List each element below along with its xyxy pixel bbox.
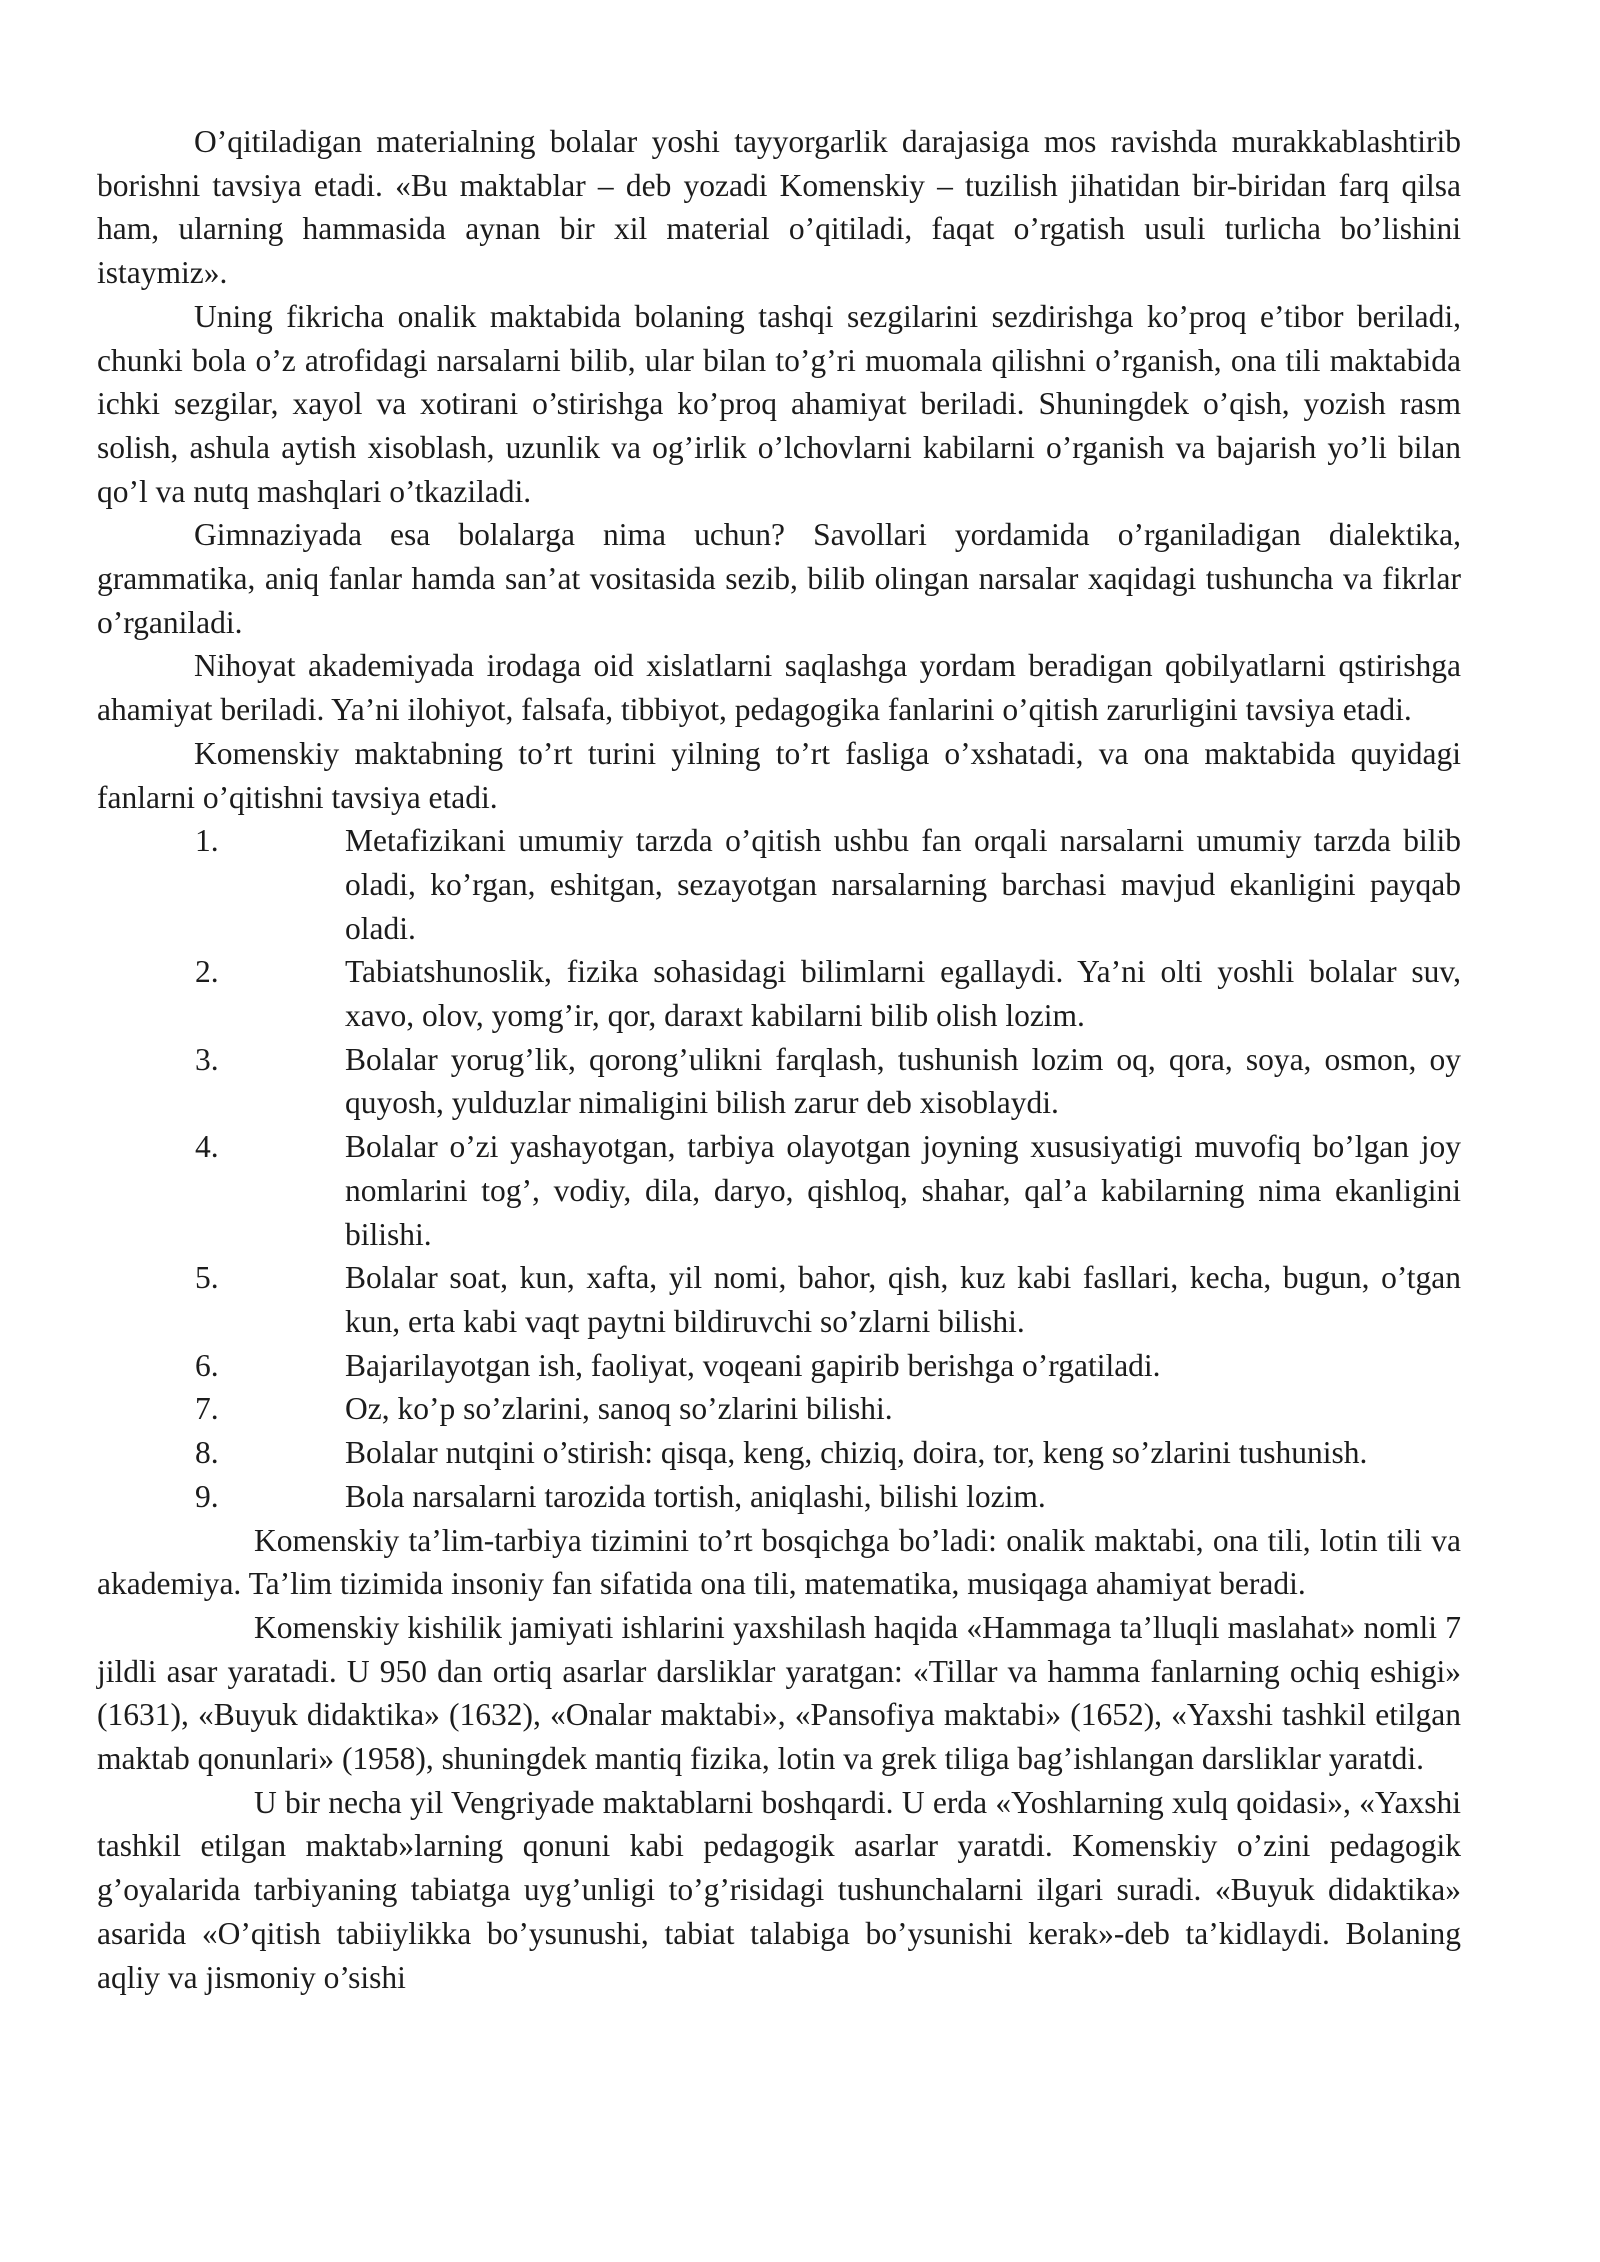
list-item [97, 1256, 1461, 1343]
list-item-number: 3. [195, 1041, 219, 1077]
list-item-text: Tabiatshunoslik, fizika sohasidagi bilimlarni egallaydi. Ya’ni olti yoshli bolalar suv, xavo, olov, yomg’ir, qor, daraxt kabilarni bilib olish lozim. [345, 954, 1461, 1034]
list-item [97, 1344, 1461, 1388]
list-item-number: 5. [195, 1260, 219, 1296]
paragraph: U bir necha yil Vengriyade maktablarni boshqardi. U erda «Yoshlarning xulq qoidasi», «Yaxshi tashkil etilgan maktab»larning qonuni kabi pedagogik asarlar yaratdi. Komenskiy o’zini pedagogik g’oyalarida tarbiyaning tabiatga uyg’unligi to’g’risidagi tushunchalarni ilgari suradi. «Buyuk didaktika» asarida «O’qitish tabiiylikka bo’ysunushi, tabiat talabiga bo’ysunishi kerak»-deb ta’kidlaydi. Bolaning aqliy va jismoniy o’sishi [97, 1784, 1461, 1995]
list-item-number: 1. [195, 823, 219, 859]
paragraph: Gimnaziyada esa bolalarga nima uchun? Savollari yordamida o’rganiladigan dialektika, grammatika, aniq fanlar hamda san’at vositasida sezib, bilib olingan narsalar xaqidagi tushuncha va fikrlar o’rganiladi. [97, 517, 1461, 640]
list-item [97, 1038, 1461, 1125]
paragraph: Nihoyat akademiyada irodaga oid xislatlarni saqlashga yordam beradigan qobilyatlarni qstirishga ahamiyat beriladi. Ya’ni ilohiyot, falsafa, tibbiyot, pedagogika fanlarini o’qitish zarurligini tavsiya etadi. [97, 648, 1461, 728]
paragraph: Komenskiy ta’lim-tarbiya tizimini to’rt bosqichga bo’ladi: onalik maktabi, ona tili, lotin tili va akademiya. Ta’lim tizimida insoniy fan sifatida ona tili, matematika, musiqaga ahamiyat beradi. [97, 1522, 1461, 1602]
list-item-number: 4. [195, 1129, 219, 1165]
list-item-text: Bolalar soat, kun, xafta, yil nomi, bahor, qish, kuz kabi fasllari, kecha, bugun, o’tgan kun, erta kabi vaqt paytni bildiruvchi so’zlarni bilishi. [345, 1260, 1461, 1339]
list-item-number: 6. [195, 1347, 219, 1383]
list-item [97, 1387, 1461, 1431]
list-item [97, 1431, 1461, 1475]
paragraph: Komenskiy kishilik jamiyati ishlarini yaxshilash haqida «Hammaga ta’lluqli maslahat» nomli 7 jildli asar yaratadi. U 950 dan ortiq asarlar darsliklar yaratgan: «Tillar va hamma fanlarning ochiq eshigi» (1631), «Buyuk didaktika» (1632), «Onalar maktabi», «Pansofiya maktabi» (1652), «Yaxshi tashkil etilgan maktab qonunlari» (1958), shuningdek mantiq fizika, lotin va grek tiliga bag’ishlangan darsliklar yaratdi. [97, 1609, 1461, 1777]
paragraph: Uning fikricha onalik maktabida bolaning tashqi sezgilarini sezdirishga ko’proq e’tibor beriladi, chunki bola o’z atrofidagi narsalarni bilib, ular bilan to’g’ri muomala qilishni o’rganish, ona tili maktabida ichki sezgilar, xayol va xotirani o’stirishga ko’proq ahamiyat beriladi. Shuningdek o’qish, yozish rasm solish, ashula aytish xisoblash, uzunlik va og’irlik o’lchovlarni kabilarni o’rganish va bajarish yo’li bilan qo’l va nutq mashqlari o’tkaziladi. [97, 298, 1461, 509]
list-item-text: Bolalar yorug’lik, qorong’ulikni farqlash, tushunish lozim oq, qora, soya, osmon, oy quyosh, yulduzlar nimaligini bilish zarur deb xisoblaydi. [345, 1041, 1461, 1121]
list-item-number: 8. [195, 1435, 219, 1471]
list-item-text: Oz, ko’p so’zlarini, sanoq so’zlarini bilishi. [345, 1391, 893, 1427]
list-item [97, 1475, 1461, 1519]
list-item-text: Metafizikani umumiy tarzda o’qitish ushbu fan orqali narsalarni umumiy tarzda bilib oladi, ko’rgan, eshitgan, sezayotgan narsalarning barchasi mavjud ekanligini payqab oladi. [345, 823, 1461, 946]
list-item-text: Bolalar nutqini o’stirish: qisqa, keng, chiziq, doira, tor, keng so’zlarini tushunish. [345, 1435, 1368, 1471]
list-item-text: Bajarilayotgan ish, faoliyat, voqeani gapirib berishga o’rgatiladi. [345, 1347, 1161, 1383]
list-item [97, 819, 1461, 950]
list-item [97, 950, 1461, 1037]
list-item-number: 9. [195, 1478, 219, 1514]
paragraph: O’qitiladigan materialning bolalar yoshi tayyorgarlik darajasiga mos ravishda murakkablashtirib borishni tavsiya etadi. «Bu maktablar – deb yozadi Komenskiy – tuzilish jihatidan bir-biridan farq qilsa ham, ularning hammasida aynan bir xil material o’qitiladi, faqat o’rgatish usuli turlicha bo’lishini istaymiz». [97, 124, 1461, 291]
list-item-number: 7. [195, 1391, 219, 1427]
paragraph: Komenskiy maktabning to’rt turini yilning to’rt fasliga o’xshatadi, va ona maktabida quyidagi fanlarni o’qitishni tavsiya etadi. [97, 735, 1461, 815]
list-item [97, 1125, 1461, 1256]
list-item-number: 2. [195, 954, 219, 990]
document-page [97, 120, 1461, 1999]
numbered-list [97, 819, 1461, 1518]
list-item-text: Bolalar o’zi yashayotgan, tarbiya olayotgan joyning xususiyatigi muvofiq bo’lgan joy nomlarini tog’, vodiy, dila, daryo, qishloq, shahar, qal’a kabilarning nima ekanligini bilishi. [345, 1129, 1461, 1252]
list-item-text: Bola narsalarni tarozida tortish, aniqlashi, bilishi lozim. [345, 1478, 1046, 1514]
